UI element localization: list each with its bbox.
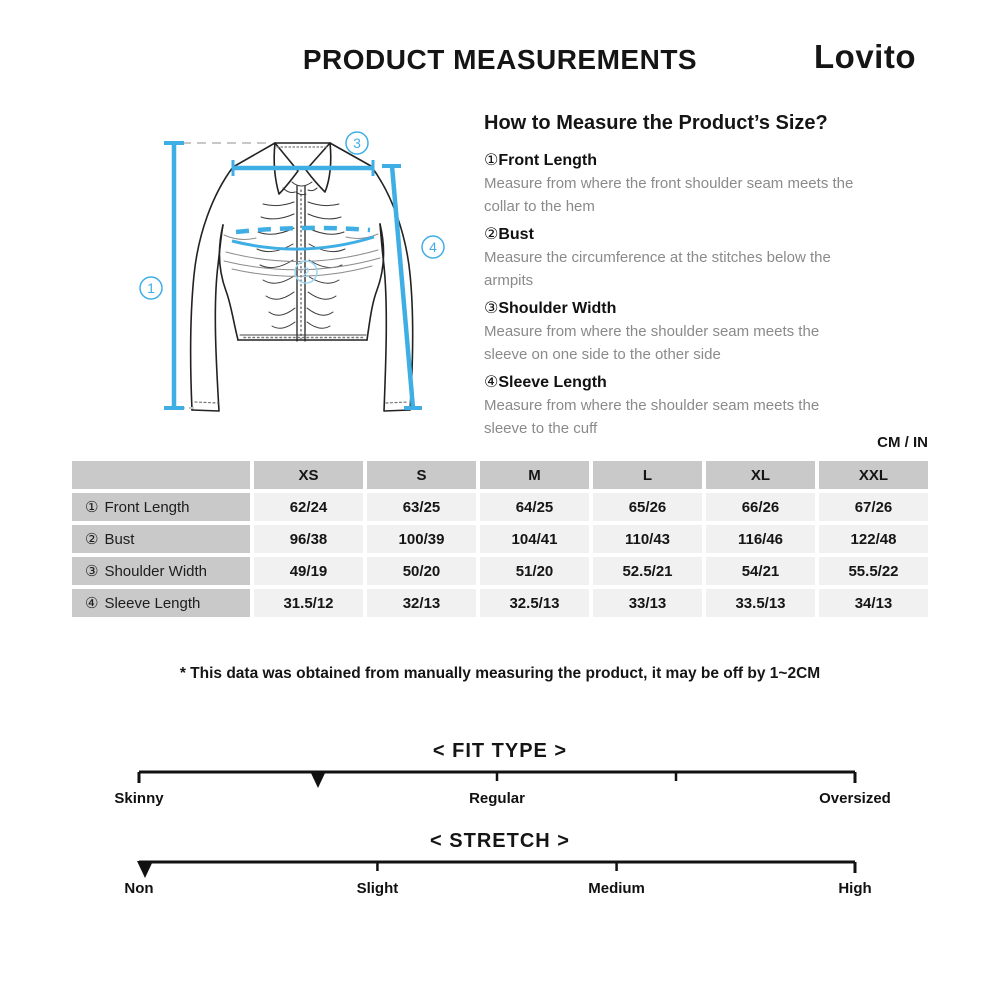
table-value: 33.5/13 <box>706 589 815 617</box>
stretch-axis <box>137 856 857 882</box>
table-value: 50/20 <box>367 557 476 585</box>
size-column-header: XL <box>706 461 815 489</box>
measurements-table <box>72 461 928 617</box>
measure-item-desc: Measure the circumference at the stitches below the armpits <box>484 249 831 289</box>
fit-type-label-skinny: Skinny <box>114 790 164 807</box>
circled-number: ④ <box>484 374 499 391</box>
circled-number: ① <box>484 152 499 169</box>
table-value: 104/41 <box>480 525 589 553</box>
stretch-label-non: Non <box>124 880 154 897</box>
measure-item-title: Bust <box>498 226 534 243</box>
size-column-header: L <box>593 461 702 489</box>
table-value: 65/26 <box>593 493 702 521</box>
measure-item-title: Shoulder Width <box>498 300 617 317</box>
fit-type-axis <box>137 766 857 792</box>
measure-item-title: Sleeve Length <box>498 374 607 391</box>
table-value: 34/13 <box>819 589 928 617</box>
table-value: 32/13 <box>367 589 476 617</box>
table-value: 62/24 <box>254 493 363 521</box>
stretch-scale <box>124 856 872 914</box>
fit-type-heading: < FIT TYPE > <box>432 740 568 762</box>
units-label: CM / IN <box>877 434 928 451</box>
table-value: 67/26 <box>819 493 928 521</box>
table-value: 110/43 <box>593 525 702 553</box>
fit-type-label-regular: Regular <box>469 790 525 807</box>
table-value: 54/21 <box>706 557 815 585</box>
row-label-shoulder-width: ③ Shoulder Width <box>72 557 250 585</box>
measure-item-front-length <box>484 149 930 218</box>
garment-diagram <box>120 110 460 440</box>
fit-type-marker <box>310 771 326 788</box>
measure-item-shoulder-width <box>484 297 930 366</box>
circled-number: ② <box>85 531 99 548</box>
table-value: 96/38 <box>254 525 363 553</box>
size-column-header: M <box>480 461 589 489</box>
measure-item-label <box>484 371 930 395</box>
how-to-section <box>484 112 930 440</box>
table-value: 49/19 <box>254 557 363 585</box>
callout-num-4: 4 <box>429 239 437 255</box>
table-value: 33/13 <box>593 589 702 617</box>
table-value: 66/26 <box>706 493 815 521</box>
callout-num-1: 1 <box>147 280 155 296</box>
stretch-label-medium: Medium <box>588 880 645 897</box>
table-value: 64/25 <box>480 493 589 521</box>
size-column-header: XS <box>254 461 363 489</box>
measure-item-desc: Measure from where the shoulder seam meets the sleeve on one side to the other side <box>484 323 820 363</box>
circled-number: ① <box>85 499 99 516</box>
circled-number: ④ <box>85 595 99 612</box>
brand-logo: Lovito <box>814 38 916 75</box>
table-value: 51/20 <box>480 557 589 585</box>
row-label-front-length: ① Front Length <box>72 493 250 521</box>
page-title: PRODUCT MEASUREMENTS <box>302 44 698 75</box>
how-to-heading: How to Measure the Product’s Size? <box>484 112 828 134</box>
table-value: 55.5/22 <box>819 557 928 585</box>
callout-num-3: 3 <box>353 135 361 151</box>
table-value: 31.5/12 <box>254 589 363 617</box>
measure-item-desc: Measure from where the front shoulder seam meets the collar to the hem <box>484 175 854 215</box>
callout-num-2: 2 <box>302 264 310 280</box>
measure-item-label <box>484 223 930 247</box>
measure-item-title: Front Length <box>498 152 597 169</box>
row-label-bust: ② Bust <box>72 525 250 553</box>
table-corner-cell <box>72 461 250 489</box>
measure-item-bust <box>484 223 930 292</box>
circled-number: ③ <box>484 300 499 317</box>
disclaimer-note: * This data was obtained from manually measuring the product, it may be off by 1~2CM <box>179 665 821 682</box>
stretch-marker <box>137 861 153 878</box>
table-value: 100/39 <box>367 525 476 553</box>
bust-dashed-line <box>236 228 370 232</box>
circled-number: ③ <box>85 563 99 580</box>
table-value: 52.5/21 <box>593 557 702 585</box>
table-value: 32.5/13 <box>480 589 589 617</box>
row-label-sleeve-length: ④ Sleeve Length <box>72 589 250 617</box>
stretch-label-high: High <box>838 880 872 897</box>
stretch-heading: < STRETCH > <box>430 830 570 852</box>
measure-item-label <box>484 297 930 321</box>
fit-type-label-oversized: Oversized <box>819 790 891 807</box>
size-column-header: XXL <box>819 461 928 489</box>
table-value: 116/46 <box>706 525 815 553</box>
circled-number: ② <box>484 226 499 243</box>
measure-item-label <box>484 149 930 173</box>
stretch-label-slight: Slight <box>356 880 399 897</box>
table-value: 122/48 <box>819 525 928 553</box>
table-value: 63/25 <box>367 493 476 521</box>
measure-item-sleeve-length <box>484 371 930 440</box>
size-column-header: S <box>367 461 476 489</box>
fit-type-scale <box>114 766 891 824</box>
measure-item-desc: Measure from where the shoulder seam meets the sleeve to the cuff <box>484 397 820 437</box>
sleeve-length-line <box>392 166 413 408</box>
